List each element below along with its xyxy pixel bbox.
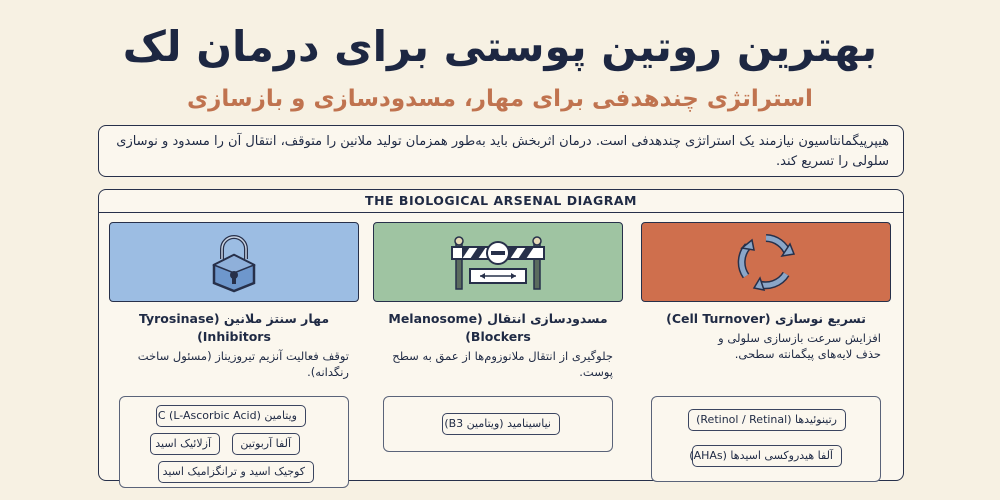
ingredient-pill: آلفا آربوتین — [232, 433, 300, 455]
ingredient-pill: کوجیک اسید و ترانگزامیک اسید — [158, 461, 314, 483]
intro-text-box — [98, 125, 904, 177]
ingredient-list-box — [119, 396, 349, 488]
column-heading: مهار سنتز ملانین (Tyrosinase Inhibitors) — [138, 311, 330, 344]
column-description: جلوگیری از انتقال ملانوزوم‌ها از عمق به سطح پوست. — [392, 349, 613, 379]
column-heading: مسدودسازی انتقال (Melanosome Blockers) — [388, 311, 608, 344]
page-title: بهترین روتین پوستی برای درمان لک — [122, 22, 878, 71]
column-tyrosinase-inhibitors — [109, 222, 359, 478]
column-banner — [373, 222, 623, 302]
cycle-arrows-icon — [734, 230, 798, 294]
column-cell-turnover — [641, 222, 891, 462]
column-description: توقف فعالیت آنزیم تیروزیناز (مسئول ساخت رنگدانه). — [137, 349, 349, 379]
padlock-icon — [208, 231, 260, 293]
arsenal-diagram-panel — [98, 189, 904, 481]
intro-text: هیپرپیگمانتاسیون نیازمند یک استراتژی چندهدفی است. درمان اثربخش باید به‌طور همزمان تولید ملانین را متوقف، انتقال آن را مسدود و نوسازی سلولی را تسریع کند. — [116, 134, 889, 169]
column-melanosome-blockers — [373, 222, 623, 430]
ingredient-pill: آلفا هیدروکسی اسیدها (AHAs) — [692, 445, 842, 467]
column-heading: تسریع نوسازی (Cell Turnover) — [666, 311, 866, 326]
ingredient-list-box — [651, 396, 881, 482]
barrier-icon — [448, 231, 548, 293]
column-description: افزایش سرعت بازسازی سلولی و حذف لایه‌های پیگمانته سطحی. — [718, 331, 881, 361]
ingredient-list-box — [383, 396, 613, 452]
ingredient-pill: رتینوئیدها (Retinol / Retinal) — [688, 409, 846, 431]
column-banner — [109, 222, 359, 302]
ingredient-pill: آزلائیک اسید — [150, 433, 220, 455]
page-subtitle: استراتژی چندهدفی برای مهار، مسدودسازی و بازسازی — [187, 86, 813, 112]
arsenal-diagram-header: THE BIOLOGICAL ARSENAL DIAGRAM — [99, 190, 903, 213]
ingredient-pill: نیاسینامید (ویتامین B3) — [442, 413, 560, 435]
column-banner — [641, 222, 891, 302]
ingredient-pill: ویتامین C (L-Ascorbic Acid) — [156, 405, 306, 427]
